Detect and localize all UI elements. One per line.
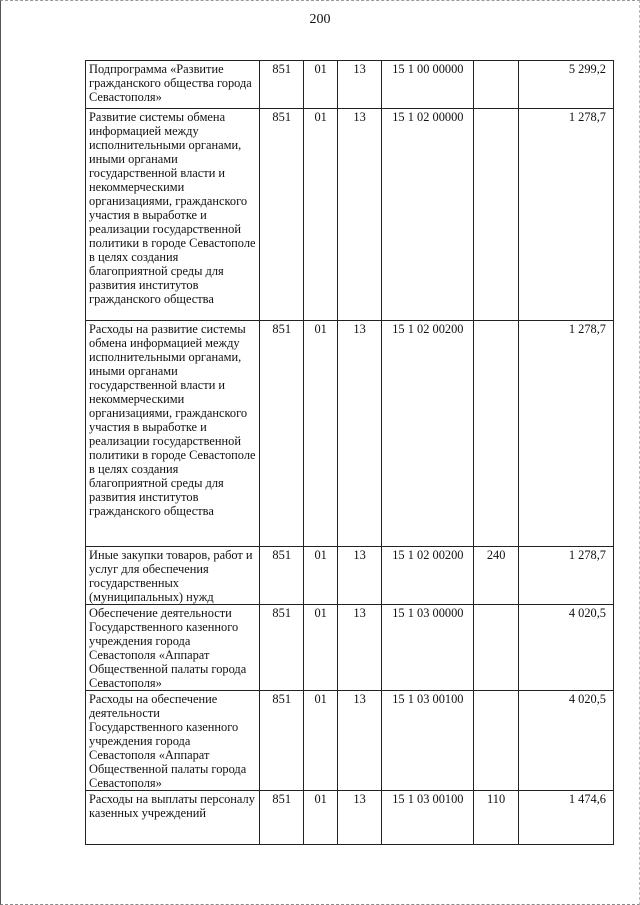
expense-type-cell (474, 61, 519, 109)
section-cell: 01 (304, 691, 337, 791)
row-name-cell: Расходы на развитие системы обмена информацией между исполнительными органами, иными органами государственной власти и некоммерческими организациями, гражданского участия в выработке и реализации государственной политики в городе Севастополе в целях создания благоприятной среды для развития институтов гражданского общества (86, 321, 260, 547)
table-row (86, 547, 614, 605)
table-row (86, 61, 614, 109)
grbs-cell: 851 (259, 321, 304, 547)
target-article-cell: 15 1 02 00200 (382, 321, 474, 547)
sum-cell: 4 020,5 (518, 691, 613, 791)
row-name-cell: Расходы на обеспечение деятельности Государственного казенного учреждения города Севастополя «Аппарат Общественной палаты города Севастополя» (86, 691, 260, 791)
expense-type-cell (474, 321, 519, 547)
sum-cell: 1 278,7 (518, 547, 613, 605)
subsection-cell: 13 (337, 547, 382, 605)
table-row (86, 791, 614, 845)
target-article-cell: 15 1 02 00200 (382, 547, 474, 605)
table-row (86, 691, 614, 791)
section-cell: 01 (304, 605, 337, 691)
expense-type-cell (474, 109, 519, 321)
section-cell: 01 (304, 791, 337, 845)
table-row (86, 109, 614, 321)
section-cell: 01 (304, 109, 337, 321)
section-cell: 01 (304, 321, 337, 547)
table-row (86, 605, 614, 691)
row-name-cell: Обеспечение деятельности Государственного казенного учреждения города Севастополя «Аппарат Общественной палаты города Севастополя» (86, 605, 260, 691)
grbs-cell: 851 (259, 109, 304, 321)
sum-cell: 1 278,7 (518, 321, 613, 547)
grbs-cell: 851 (259, 605, 304, 691)
expense-type-cell (474, 605, 519, 691)
budget-table (85, 60, 614, 845)
subsection-cell: 13 (337, 791, 382, 845)
row-name-cell: Развитие системы обмена информацией между исполнительными органами, иными органами государственной власти и некоммерческими организациями, гражданского участия в выработке и реализации государственной политики в городе Севастополе в целях создания благоприятной среды для развития институтов гражданского общества (86, 109, 260, 321)
section-cell: 01 (304, 61, 337, 109)
expense-type-cell: 240 (474, 547, 519, 605)
sum-cell: 4 020,5 (518, 605, 613, 691)
target-article-cell: 15 1 03 00100 (382, 791, 474, 845)
target-article-cell: 15 1 02 00000 (382, 109, 474, 321)
section-cell: 01 (304, 547, 337, 605)
row-name-cell: Расходы на выплаты персоналу казенных учреждений (86, 791, 260, 845)
page-number: 200 (309, 12, 331, 27)
target-article-cell: 15 1 00 00000 (382, 61, 474, 109)
row-name-cell: Подпрограмма «Развитие гражданского общества города Севастополя» (86, 61, 260, 109)
subsection-cell: 13 (337, 321, 382, 547)
target-article-cell: 15 1 03 00000 (382, 605, 474, 691)
target-article-cell: 15 1 03 00100 (382, 691, 474, 791)
subsection-cell: 13 (337, 691, 382, 791)
table-row (86, 321, 614, 547)
expense-type-cell: 110 (474, 791, 519, 845)
sum-cell: 1 278,7 (518, 109, 613, 321)
expense-type-cell (474, 691, 519, 791)
subsection-cell: 13 (337, 61, 382, 109)
row-name-cell: Иные закупки товаров, работ и услуг для обеспечения государственных (муниципальных) нужд (86, 547, 260, 605)
sum-cell: 1 474,6 (518, 791, 613, 845)
grbs-cell: 851 (259, 691, 304, 791)
grbs-cell: 851 (259, 791, 304, 845)
subsection-cell: 13 (337, 605, 382, 691)
sum-cell: 5 299,2 (518, 61, 613, 109)
grbs-cell: 851 (259, 61, 304, 109)
grbs-cell: 851 (259, 547, 304, 605)
subsection-cell: 13 (337, 109, 382, 321)
